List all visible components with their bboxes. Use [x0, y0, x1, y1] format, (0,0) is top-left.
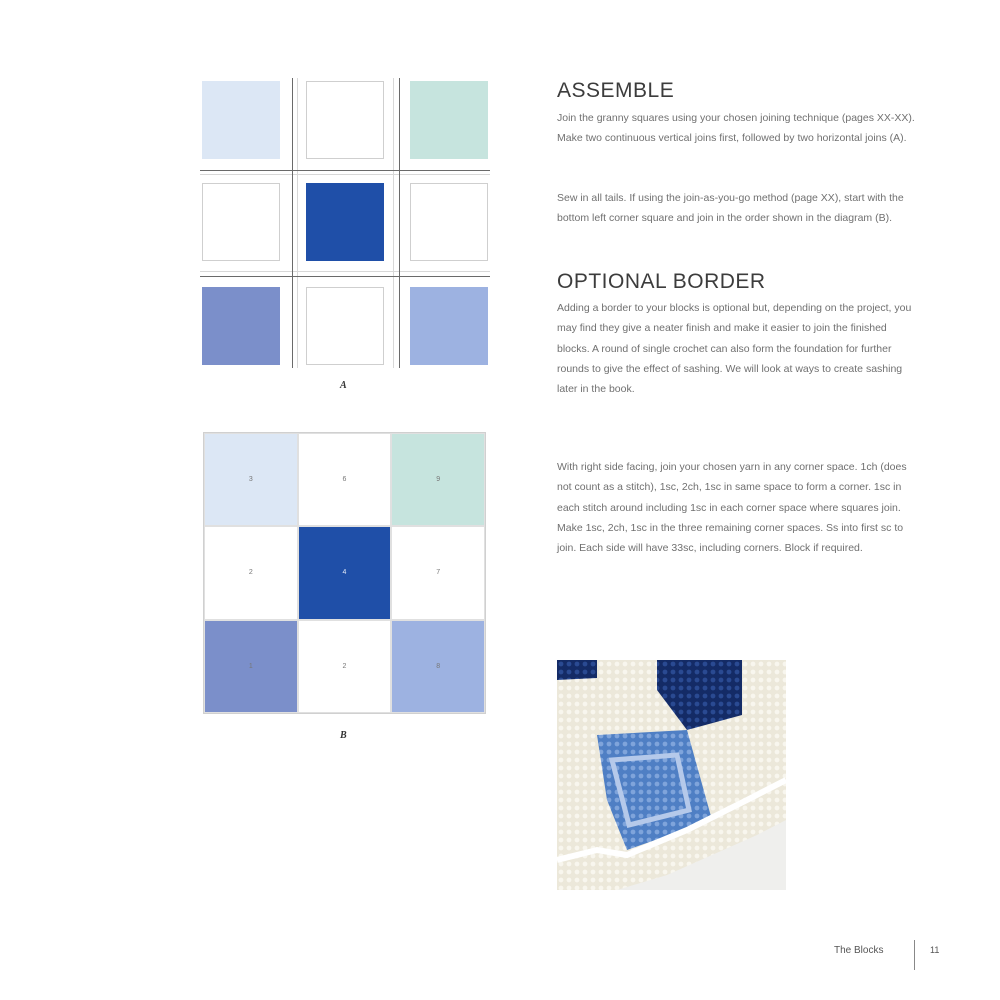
vertical-join-line: [399, 78, 400, 368]
granny-square: [306, 287, 384, 365]
numbered-square: 4: [298, 526, 392, 619]
numbered-square: 7: [391, 526, 485, 619]
numbered-square: 9: [391, 433, 485, 526]
granny-square: [410, 81, 488, 159]
grid-line: [200, 174, 490, 175]
optional-border-paragraph-2: With right side facing, join your chosen yarn in any corner space. 1ch (does not count as a stitch), 1sc, 2ch, 1sc in same space to form a corner. 1sc in each stitch around including 1sc in each corner space where squares join. Make 1sc, 2ch, 1sc in the three remaining corner spaces. Ss into first sc to join. Each side will have 33sc, including corners. Block if required.: [557, 461, 907, 555]
granny-square: [202, 81, 280, 159]
crochet-photo-illustration: [557, 660, 786, 890]
join-diagram-a: [200, 78, 490, 368]
grid-line: [393, 78, 394, 368]
vertical-join-line: [292, 78, 293, 368]
numbered-square: 3: [204, 433, 298, 526]
numbered-square: 2: [204, 526, 298, 619]
assemble-paragraph-1: Join the granny squares using your chosen joining technique (pages XX-XX). Make two continuous vertical joins first, followed by two horizontal joins (A).: [557, 112, 915, 145]
footer-divider: [914, 940, 915, 970]
diagram-a-label: A: [340, 380, 347, 391]
grid-line: [200, 271, 490, 272]
granny-square: [202, 287, 280, 365]
numbered-square: 2: [298, 620, 392, 713]
assemble-heading: ASSEMBLE: [557, 79, 675, 102]
page-number: 11: [930, 945, 940, 955]
horizontal-join-line: [200, 276, 490, 277]
granny-square: [410, 287, 488, 365]
granny-square: [306, 183, 384, 261]
numbered-square: 8: [391, 620, 485, 713]
horizontal-join-line: [200, 170, 490, 171]
diagram-b-label: B: [340, 730, 347, 741]
crochet-blanket-photo: [557, 660, 786, 890]
granny-square: [306, 81, 384, 159]
numbered-square: 1: [204, 620, 298, 713]
numbered-square: 6: [298, 433, 392, 526]
grid-line: [297, 78, 298, 368]
join-order-diagram-b: [203, 432, 486, 714]
granny-square: [202, 183, 280, 261]
optional-border-heading: OPTIONAL BORDER: [557, 270, 766, 293]
granny-square: [410, 183, 488, 261]
footer-section-title: The Blocks: [834, 945, 884, 956]
assemble-paragraph-2: Sew in all tails. If using the join-as-you-go method (page XX), start with the bottom left corner square and join in the order shown in the diagram (B).: [557, 192, 904, 225]
optional-border-paragraph-1: Adding a border to your blocks is optional but, depending on the project, you may find they give a neater finish and make it easier to join the finished blocks. A round of single crochet can also form the foundation for further rounds to give the effect of sashing. We will look at ways to create sashing later in the book.: [557, 302, 912, 396]
